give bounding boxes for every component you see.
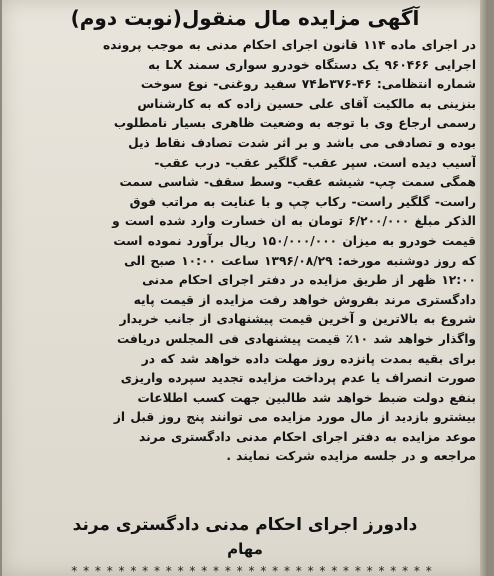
notice-title: آگهی مزایده مال منقول(نوبت دوم): [70, 6, 420, 30]
notice-body-line: همگی سمت چپ- شیشه عقب- وسط سقف- شاسی سمت: [119, 175, 476, 190]
notice-body-line: دادگستری مرند بفروش خواهد رفت مزایده از قیمت پایه: [133, 292, 476, 307]
notice-body: [18, 36, 476, 467]
notice-body-line: بنفع دولت ضبط خواهد شد طالبین جهت کسب اطلاعات: [137, 390, 476, 405]
notice-body-line: آسیب دیده است. سپر عقب- گلگیر عقب- درب عقب-: [154, 155, 476, 170]
notice-body-line: اجرایی ۹۶۰۴۶۶ یک دستگاه خودرو سواری سمند LX به: [148, 57, 476, 72]
notice-body-line: مراجعه و در جلسه مزایده شرکت نمایند .: [226, 449, 476, 464]
notice-body-line: صورت انصراف یا عدم پرداخت مزایده تجدید سپرده واریزی: [120, 371, 476, 386]
notice-body-line: بوده و تصادفی می باشد و بر اثر شدت تصادف نقاط ذیل: [128, 135, 476, 150]
signature-title: دادورز اجرای احکام مدنی دادگستری مرند: [72, 515, 418, 535]
notice-body-line: رسمی ارجاع وی با توجه به وضعیت ظاهری بسیار نامطلوب: [113, 116, 476, 131]
notice-body-line: قیمت خودرو به میزان ۱۵۰/۰۰۰/۰۰۰ ریال برآورد نموده است: [113, 233, 476, 248]
notice-body-line: واگذار خواهد شد ۱۰٪ قیمت پیشنهادی فی المجلس دریافت: [117, 331, 476, 346]
notice-body-line: در اجرای ماده ۱۱۴ قانون اجرای احکام مدنی به موجب پرونده: [103, 38, 476, 52]
newspaper-clipping: [2, 0, 488, 576]
notice-body-line: شماره انتظامی: ۴۶-۳۷۶ط۷۴ سفید روغنی- نوع سوخت: [140, 77, 476, 92]
notice-body-line: بنزینی به مالکیت آقای علی حسین زاده که به کارشناس: [137, 96, 476, 111]
watermark-text: [152, 305, 352, 329]
notice-body-line: بیشترو بازدید از مال مورد مزایده می توانند پنج روز قبل از: [113, 410, 476, 425]
notice-body-line: راست- گلگیر راست- رکاب چپ و با عنایت به مراتب فوق: [129, 194, 476, 209]
notice-body-line: که روز دوشنبه مورخه: ۱۳۹۶/۰۸/۲۹ ساعت ۱۰:۰۰ صبح الی: [124, 253, 476, 268]
notice-body-line: موعد مزایده به دفتر اجرای احکام مدنی دادگستری مرند: [139, 429, 476, 444]
page-edge-shadow: [480, 0, 488, 576]
notice-body-line: الذکر مبلغ ۶/۲۰۰/۰۰۰ تومان به ان خسارت وارد شده است و: [112, 214, 476, 229]
signature-name: مهام: [227, 540, 263, 558]
notice-body-line: برای بقیه بمدت پانزده روز مهلت داده خواهد شد که در: [141, 351, 476, 366]
footer-star-divider: * * * * * * * * * * * * * * * * * * * * * * * * * * * * * * *: [71, 564, 433, 576]
notice-body-line: شروع به بالاترین و آخرین قیمت پیشنهادی از جانب خریدار: [119, 312, 476, 327]
notice-body-line: ۱۲:۰۰ ظهر از طریق مزایده در دفتر اجرای احکام مدنی: [142, 273, 476, 288]
